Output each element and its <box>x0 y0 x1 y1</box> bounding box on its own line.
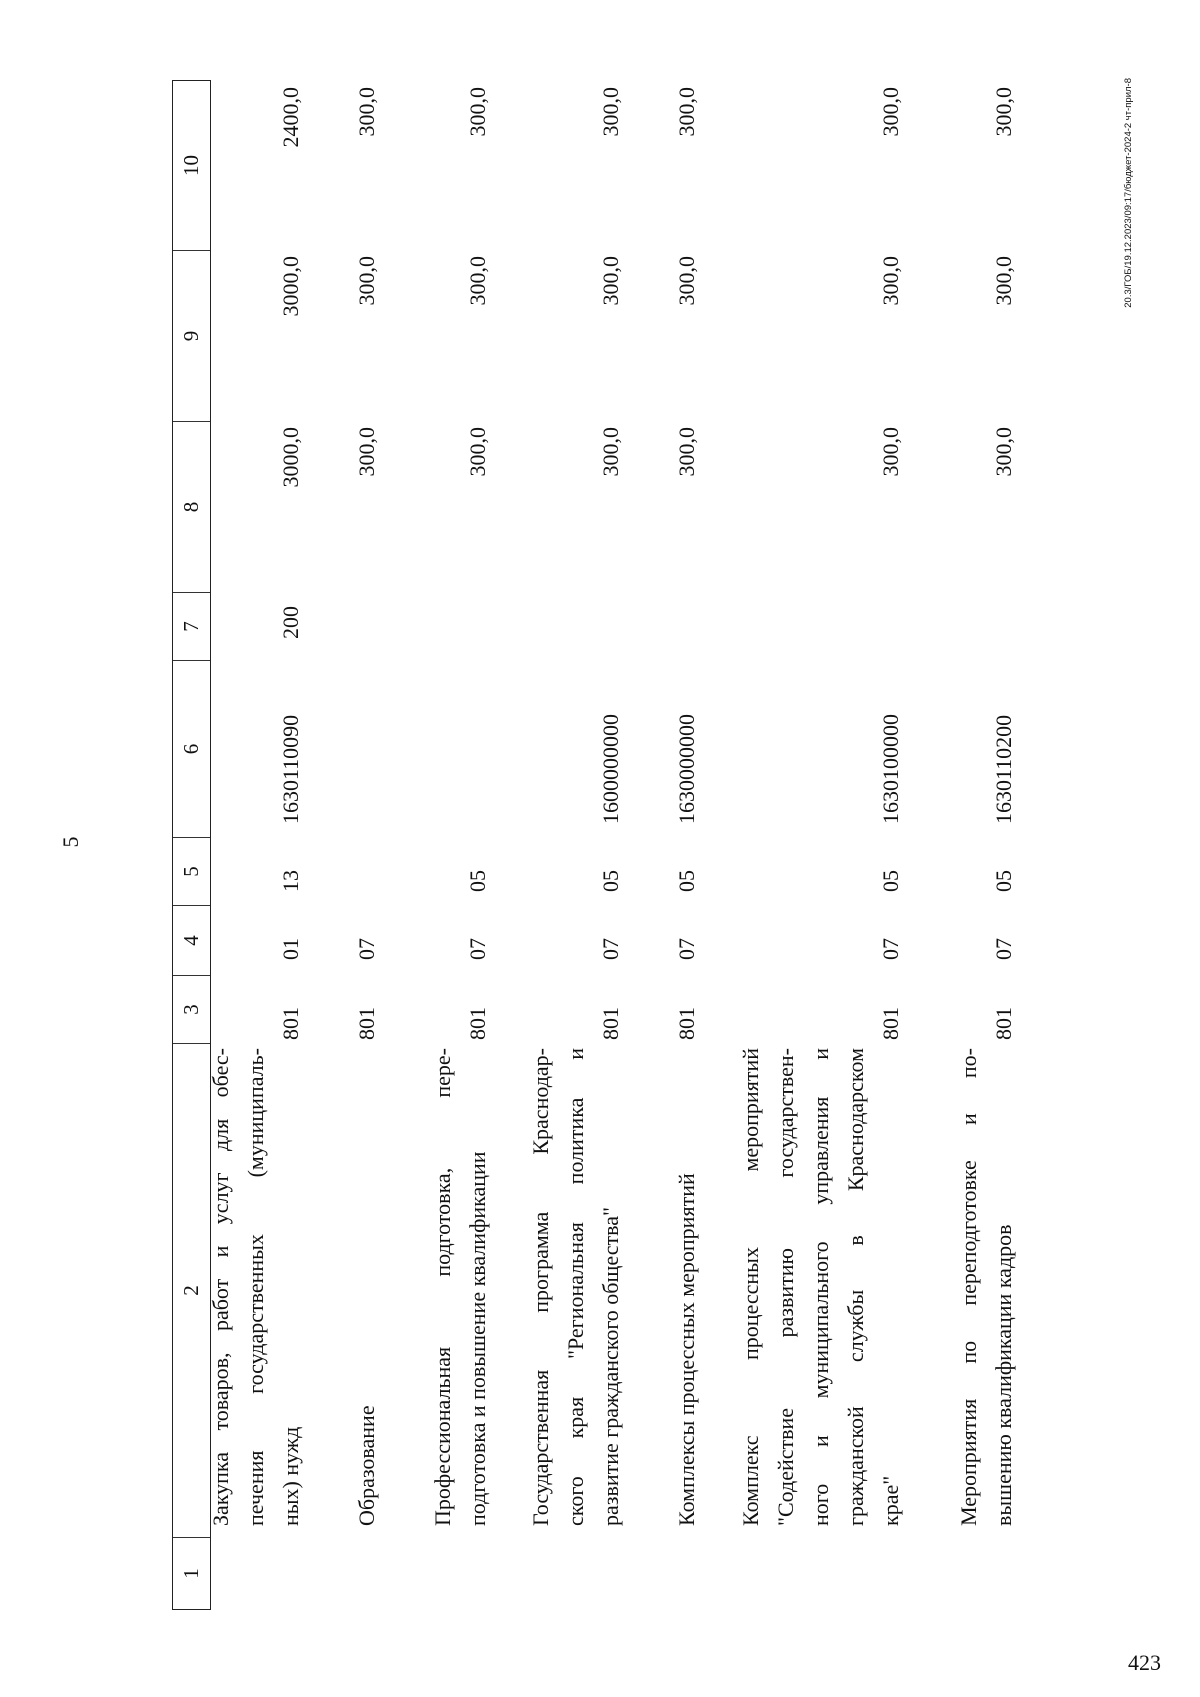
table-row <box>203 82 308 1610</box>
table-row <box>951 82 1021 1610</box>
cell-col-3: 801 <box>878 1007 903 1040</box>
cell-col-3: 801 <box>598 1007 623 1040</box>
row-name-line: ных) нужд <box>278 1426 303 1526</box>
cell-col-10: 300,0 <box>878 87 903 137</box>
cell-col-5: 13 <box>278 870 303 892</box>
table-row <box>733 82 908 1610</box>
table-row <box>425 82 495 1610</box>
row-name-cell <box>669 1044 704 1538</box>
cell-col-4: 07 <box>598 938 623 960</box>
column-header-4: 4 <box>173 905 210 975</box>
row-name-cell <box>203 1044 308 1538</box>
cell-col-5: 05 <box>598 870 623 892</box>
footer-document-code: 20.3/ГОБ/19.12.2023/09:17/бюджет-2024-2 чт-прил-8 <box>1123 78 1134 308</box>
sheet-number: 423 <box>1128 1650 1161 1675</box>
row-name-line: Комплексы процессных мероприятий <box>674 1173 699 1526</box>
row-name-line: Мероприятия по переподготовке и по- <box>956 1048 981 1526</box>
cell-col-3: 801 <box>278 1007 303 1040</box>
cell-col-8: 3000,0 <box>278 427 303 488</box>
cell-col-5: 05 <box>991 870 1016 892</box>
column-header-5: 5 <box>173 837 210 905</box>
column-header-2: 2 <box>173 1043 210 1537</box>
row-name-line: "Содействие развитию государствен- <box>773 1048 798 1526</box>
cell-col-4: 07 <box>674 938 699 960</box>
cell-col-9: 300,0 <box>354 256 379 306</box>
cell-col-5: 05 <box>465 870 490 892</box>
cell-col-9: 300,0 <box>991 256 1016 306</box>
cell-col-10: 300,0 <box>991 87 1016 137</box>
row-name-cell <box>733 1044 908 1538</box>
cell-col-3: 801 <box>674 1007 699 1040</box>
cell-col-3: 801 <box>354 1007 379 1040</box>
cell-col-3: 801 <box>991 1007 1016 1040</box>
cell-col-9: 300,0 <box>674 256 699 306</box>
column-header-8: 8 <box>173 421 210 592</box>
cell-col-6: 1600000000 <box>598 714 623 824</box>
cell-col-10: 300,0 <box>674 87 699 137</box>
cell-col-8: 300,0 <box>465 427 490 477</box>
cell-col-4: 07 <box>465 938 490 960</box>
cell-col-8: 300,0 <box>991 427 1016 477</box>
cell-col-9: 300,0 <box>465 256 490 306</box>
cell-col-4: 01 <box>278 938 303 960</box>
cell-col-10: 300,0 <box>465 87 490 137</box>
column-header-7: 7 <box>173 592 210 660</box>
row-name-line: подготовка и повышение квалификации <box>465 1151 490 1526</box>
cell-col-6: 1630000000 <box>674 714 699 824</box>
cell-col-10: 300,0 <box>598 87 623 137</box>
cell-col-8: 300,0 <box>878 427 903 477</box>
cell-col-9: 300,0 <box>878 256 903 306</box>
cell-col-6: 1630110200 <box>991 714 1016 824</box>
cell-col-9: 300,0 <box>598 256 623 306</box>
row-name-cell <box>523 1044 628 1538</box>
cell-col-4: 07 <box>354 938 379 960</box>
table-row <box>523 82 628 1610</box>
table-row <box>669 82 704 1610</box>
row-name-cell <box>951 1044 1021 1538</box>
column-header-9: 9 <box>173 250 210 421</box>
cell-col-3: 801 <box>465 1007 490 1040</box>
row-name-line: Государственная программа Краснодар- <box>528 1048 553 1526</box>
column-header-1: 1 <box>173 1537 210 1609</box>
row-name-line: Комплекс процессных мероприятий <box>738 1048 763 1526</box>
cell-col-10: 300,0 <box>354 87 379 137</box>
cell-col-8: 300,0 <box>674 427 699 477</box>
cell-col-9: 3000,0 <box>278 256 303 317</box>
cell-col-7: 200 <box>278 606 303 639</box>
row-name-line: Профессиональная подготовка, пере- <box>430 1048 455 1526</box>
cell-col-8: 300,0 <box>354 427 379 477</box>
cell-col-5: 05 <box>674 870 699 892</box>
row-name-line: развитие гражданского общества" <box>598 1207 623 1526</box>
row-name-line: ного и муниципального управления и <box>808 1048 833 1526</box>
row-name-line: ского края "Региональная политика и <box>563 1048 588 1526</box>
cell-col-6: 1630110090 <box>278 714 303 824</box>
cell-col-8: 300,0 <box>598 427 623 477</box>
row-name-line: гражданской службы в Краснодарском <box>843 1048 868 1526</box>
cell-col-10: 2400,0 <box>278 87 303 148</box>
cell-col-5: 05 <box>878 870 903 892</box>
cell-col-6: 1630100000 <box>878 714 903 824</box>
column-header-10: 10 <box>179 155 203 176</box>
row-name-line: Образование <box>354 1405 379 1526</box>
row-name-cell <box>349 1044 384 1538</box>
row-name-line: печения государственных (муниципаль- <box>243 1048 268 1526</box>
row-name-line: крае" <box>878 1475 903 1526</box>
column-header-6: 6 <box>173 660 210 837</box>
table-row <box>349 82 384 1610</box>
row-name-line: Закупка товаров, работ и услуг для обес- <box>208 1048 233 1526</box>
row-name-line: вышению квалификации кадров <box>991 1224 1016 1526</box>
page-number: 5 <box>58 836 83 848</box>
row-name-cell <box>425 1044 495 1538</box>
column-header-3: 3 <box>173 975 210 1043</box>
cell-col-4: 07 <box>991 938 1016 960</box>
cell-col-4: 07 <box>878 938 903 960</box>
